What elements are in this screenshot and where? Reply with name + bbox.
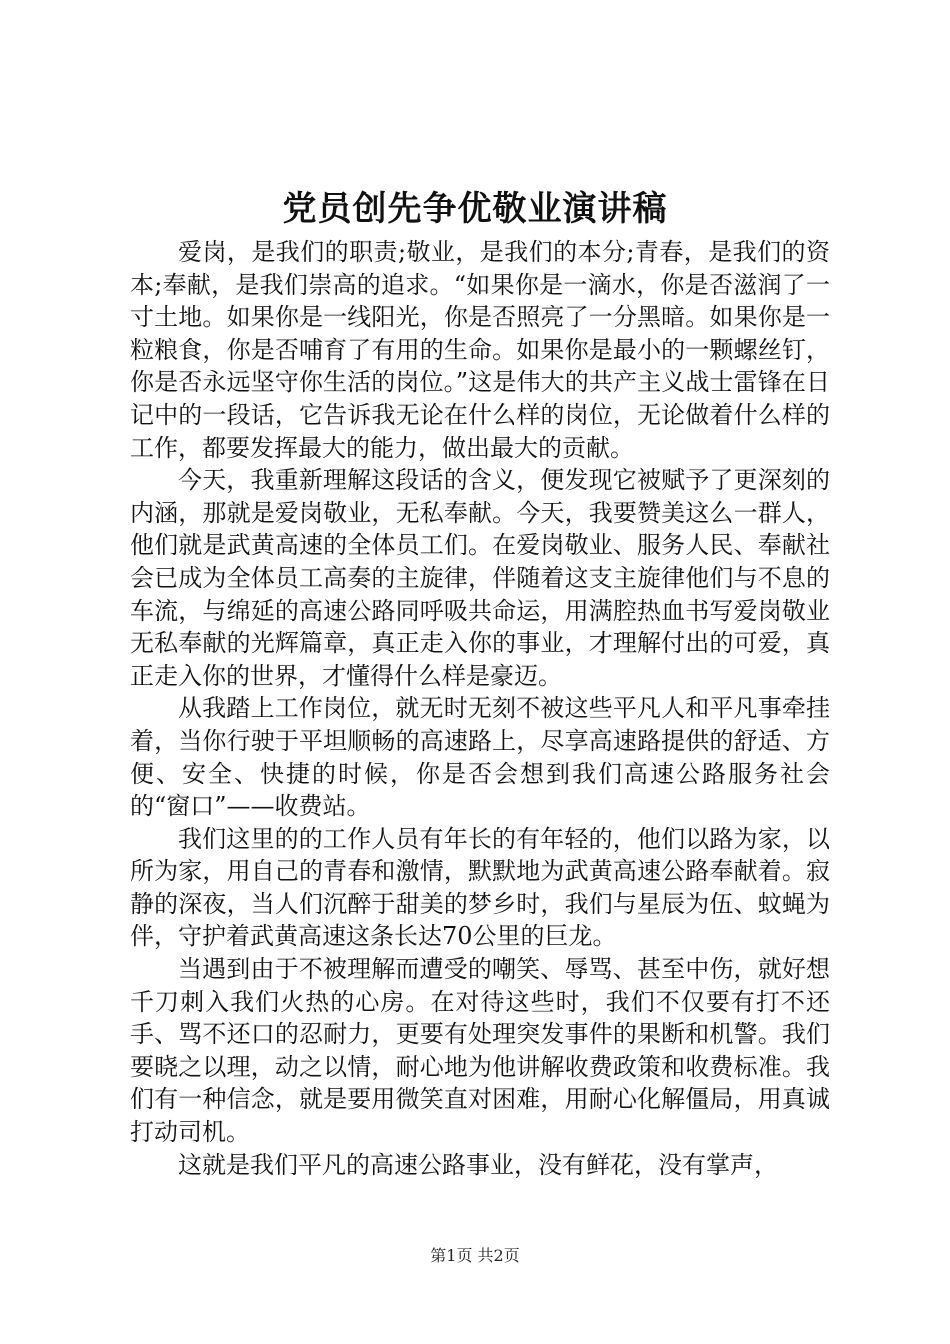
paragraph: 爱岗，是我们的职责;敬业，是我们的本分;青春，是我们的资本;奉献，是我们崇高的追求。“如果你是一滴水，你是否滋润了一寸土地。如果你是一线阳光，你是否照亮了一分黑暗。如果你是一粒粮食，你是否哺育了有用的生命。如果你是最小的一颗螺丝钉，你是否永远坚守你生活的岗位。”这是伟大的共产主义战士雷锋在日记中的一段话，它告诉我无论在什么样的岗位，无论做着什么样的工作，都要发挥最大的能力，做出最大的贡献。 [130, 238, 830, 462]
page-number-footer: 第1页 共2页 [430, 1246, 520, 1265]
page-title: 党员创先争优敬业演讲稿 [282, 189, 668, 229]
paragraph: 今天，我重新理解这段话的含义，便发现它被赋予了更深刻的内涵，那就是爱岗敬业，无私奉献。今天，我要赞美这么一群人，他们就是武黄高速的全体员工们。在爱岗敬业、服务人民、奉献社会已成为全体员工高奏的主旋律，伴随着这支主旋律他们与不息的车流，与绵延的高速公路同呼吸共命运，用满腔热血书写爱岗敬业无私奉献的光辉篇章，真正走入你的事业，才理解付出的可爱，真正走入你的世界，才懂得什么样是豪迈。 [130, 466, 830, 690]
paragraph: 我们这里的的工作人员有年长的有年轻的，他们以路为家，以所为家，用自己的青春和激情，默默地为武黄高速公路奉献着。寂静的深夜，当人们沉醉于甜美的梦乡时，我们与星辰为伍、蚊蝇为伴，守护着武黄高速这条长达70公里的巨龙。 [130, 824, 830, 951]
paragraph: 这就是我们平凡的高速公路事业，没有鲜花，没有掌声， [178, 1150, 778, 1179]
paragraph: 当遇到由于不被理解而遭受的嘲笑、辱骂、甚至中伤，就好想千刀刺入我们火热的心房。在对待这些时，我们不仅要有打不还手、骂不还口的忍耐力，更要有处理突发事件的果断和机警。我们要晓之以理，动之以情，耐心地为他讲解收费政策和收费标准。我们有一种信念，就是要用微笑直对困难，用耐心化解僵局，用真诚打动司机。 [130, 955, 830, 1147]
document-body [130, 236, 830, 1181]
paragraph: 从我踏上工作岗位，就无时无刻不被这些平凡人和平凡事牵挂着，当你行驶于平坦顺畅的高速路上，尽享高速路提供的舒适、方便、安全、快捷的时候，你是否会想到我们高速公路服务社会的“窗口”——收费站。 [130, 694, 830, 821]
